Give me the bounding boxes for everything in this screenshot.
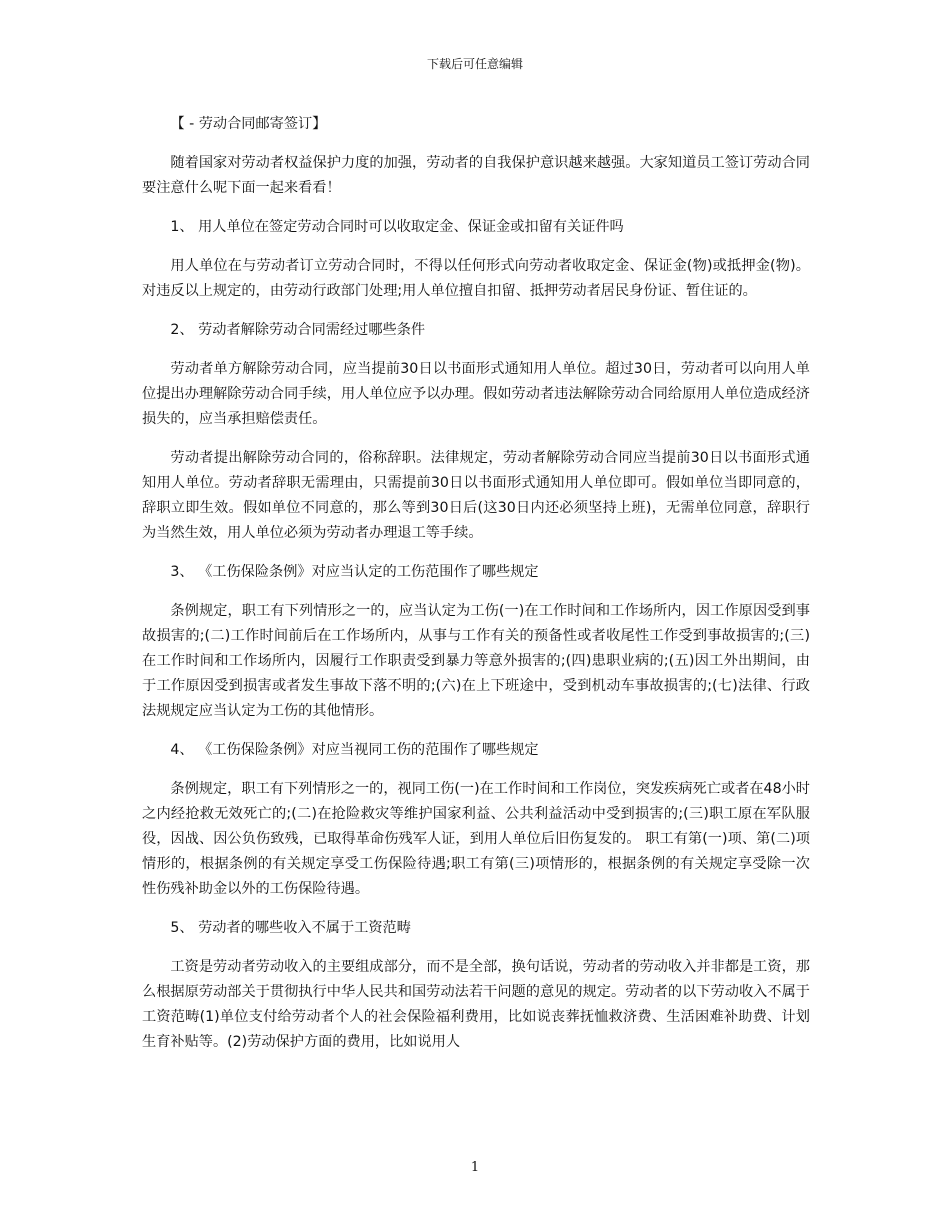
intro-paragraph: 随着国家对劳动者权益保护力度的加强，劳动者的自我保护意识越来越强。大家知道员工签订劳动合同要注意什么呢下面一起来看看！ <box>142 155 810 196</box>
section-1-paragraph-1: 用人单位在与劳动者订立劳动合同时，不得以任何形式向劳动者收取定金、保证金(物)或抵押金(物)。对违反以上规定的，由劳动行政部门处理;用人单位擅自扣留、抵押劳动者居民身份证、暂住证的。 <box>142 258 810 299</box>
section-2-heading: 2、 劳动者解除劳动合同需经过哪些条件 <box>170 322 426 338</box>
section-2-paragraph-2: 劳动者提出解除劳动合同的，俗称辞职。法律规定，劳动者解除劳动合同应当提前30日以书面形式通知用人单位。劳动者辞职无需理由，只需提前30日以书面形式通知用人单位即可。假如单位当即同意的，辞职立即生效。假如单位不同意的，那么等到30日后(这30日内还必须坚持上班)，无需单位同意，辞职行为当然生效，用人单位必须为劳动者办理退工等手续。 <box>142 450 810 541</box>
section-3-heading: 3、 《工伤保险条例》对应当认定的工伤范围作了哪些规定 <box>170 564 539 580</box>
section-5-heading: 5、 劳动者的哪些收入不属于工资范畴 <box>170 920 411 936</box>
section-2-paragraph-1: 劳动者单方解除劳动合同，应当提前30日以书面形式通知用人单位。超过30日，劳动者可以向用人单位提出办理解除劳动合同手续，用人单位应予以办理。假如劳动者违法解除劳动合同给原用人单位造成经济损失的，应当承担赔偿责任。 <box>142 361 810 427</box>
page-number: 1 <box>470 1160 480 1175</box>
section-5-paragraph-1: 工资是劳动者劳动收入的主要组成部分，而不是全部，换句话说，劳动者的劳动收入并非都是工资，那么根据原劳动部关于贯彻执行中华人民共和国劳动法若干问题的意见的规定。劳动者的以下劳动收入不属于工资范畴(1)单位支付给劳动者个人的社会保险福利费用，比如说丧葬抚恤救济费、生活困难补助费、计划生育补贴等。(2)劳动保护方面的费用，比如说用人 <box>142 959 810 1050</box>
section-3-paragraph-1: 条例规定，职工有下列情形之一的，应当认定为工伤(一)在工作时间和工作场所内，因工作原因受到事故损害的;(二)工作时间前后在工作场所内，从事与工作有关的预备性或者收尾性工作受到事故损害的;(三)在工作时间和工作场所内，因履行工作职责受到暴力等意外损害的;(四)患职业病的;(五)因工外出期间，由于工作原因受到损害或者发生事故下落不明的;(六)在上下班途中，受到机动车事故损害的;(七)法律、行政法规规定应当认定为工伤的其他情形。 <box>142 603 810 719</box>
document-body <box>142 112 810 1069</box>
document-title: 【 - 劳动合同邮寄签订】 <box>170 116 327 132</box>
section-4-heading: 4、 《工伤保险条例》对应当视同工伤的范围作了哪些规定 <box>170 742 539 758</box>
page-header: 下载后可任意编辑 <box>426 57 523 71</box>
section-1-heading: 1、 用人单位在签定劳动合同时可以收取定金、保证金或扣留有关证件吗 <box>170 219 624 235</box>
section-4-paragraph-1: 条例规定，职工有下列情形之一的，视同工伤(一)在工作时间和工作岗位，突发疾病死亡或者在48小时之内经抢救无效死亡的;(二)在抢险救灾等维护国家利益、公共利益活动中受到损害的;(三)职工原在军队服役，因战、因公负伤致残，已取得革命伤残军人证，到用人单位后旧伤复发的。 职工有第(一)项、第(二)项情形的，根据条例的有关规定享受工伤保险待遇;职工有第(三)项情形的，根据条例的有关规定享受除一次性伤残补助金以外的工伤保险待遇。 <box>142 781 810 897</box>
